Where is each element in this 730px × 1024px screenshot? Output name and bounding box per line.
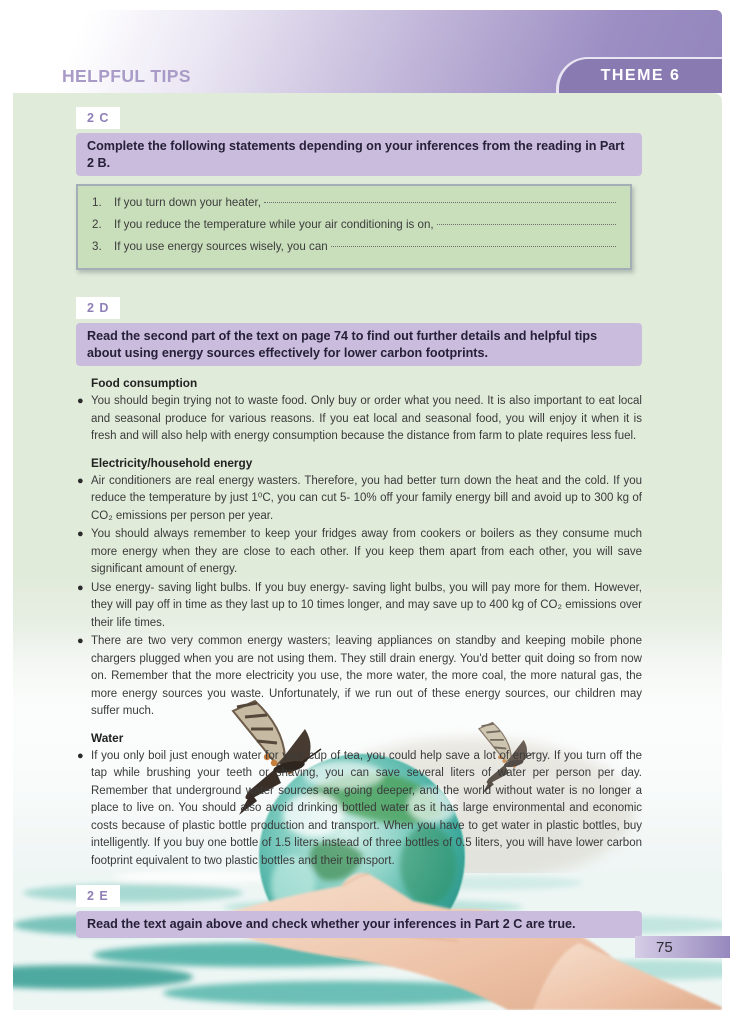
theme-badge [556,57,722,93]
statement-row [92,218,616,240]
section-2d-label: 2 D [76,297,120,319]
section-2d-instruction: Read the second part of the text on page 74 to find out further details and helpful tips about using energy sources effectively for lower carbon footprints. [76,323,642,366]
bullet-text: Air conditioners are real energy wasters. Therefore, you had better turn down the heat and the cold. If you reduce the temperature by just 1⁰C, you can cut 5- 10% off your family energy bill and avoid up to 300 kg of CO₂ emissions per person per year. [91,474,642,522]
bullet-item [76,633,642,721]
dotted-answer-line[interactable] [437,224,616,225]
bullet-text: If you only boil just enough water for your cup of tea, you could help save a lot of energy. If you turn off the tap while brushing your teeth or shaving, you can save several liters of water per person per day. Remember that underground water sources are going deeper, and the world without water is no longer a place to live on. You should also avoid drinking bottled water as it has large environmental and economic costs because of plastic bottle production and transport. When you have to get water in plastic bottles, buy intelligently. If you buy one bottle of 1.5 liters instead of three bottles of 0.5 liters, you will have lower carbon footprint equivalent to two plastic bottles and their transport. [91,749,642,867]
bullet-text: Use energy- saving light bulbs. If you buy energy- saving light bulbs, you will pay more for them. However, they will pay off in time as they last up to 10 times longer, and may save up to 400 kg of CO₂ emissions over their life times. [91,581,642,629]
statement-text: If you turn down your heater, [114,196,261,209]
statement-number: 1. [92,196,102,209]
water-heading: Water [91,730,124,745]
section-2c-label: 2 C [76,107,120,129]
bullet-item [76,748,642,871]
page-number-badge [635,936,730,958]
bullet-text: You should begin trying not to waste food. Only buy or order what you need. It is also important to eat local and seasonal produce for various reasons. If you eat local and seasonal food, you will enjoy it when it is fresh and will also help with energy consumption because the distance from farm to plate requires less fuel. [91,395,642,442]
bullet-text: There are two very common energy wasters; leaving appliances on standby and keeping mobile phone chargers plugged when you are not using them. They still drain energy. You'd better quit doing so from now on. Remember that the more electricity you use, the more water, the more coal, the more natural gas, the more energy sources you waste. Unfortunately, if we run out of these energy sources, our children may suffer much. [91,635,642,717]
bullet-item [76,526,642,579]
bullet-item [76,393,642,446]
bullet-dot-icon: ● [77,474,84,487]
electricity-bullets [76,473,642,721]
bullet-dot-icon: ● [77,528,84,540]
theme-badge-label: THEME 6 [600,67,681,84]
dotted-answer-line[interactable] [331,246,616,247]
section-2c-instruction: Complete the following statements depending on your inferences from the reading in Part 2 B. [76,133,642,176]
bullet-dot-icon: ● [77,395,84,407]
bullet-dot-icon: ● [77,581,84,594]
electricity-heading: Electricity/household energy [91,455,253,470]
bullet-dot-icon: ● [77,749,84,762]
statements-box [76,184,632,270]
section-2e-instruction: Read the text again above and check whether your inferences in Part 2 C are true. [76,911,642,938]
page-number: 75 [656,938,673,956]
page-title: HELPFUL TIPS [62,66,191,86]
statement-number: 3. [92,240,102,253]
food-bullets [76,393,642,446]
bullet-dot-icon: ● [77,635,84,647]
section-2e-label: 2 E [76,885,120,907]
statement-row [92,196,616,218]
statement-text: If you use energy sources wisely, you can [114,240,328,253]
dotted-answer-line[interactable] [264,202,616,203]
statement-row [92,240,616,262]
content-panel [13,93,722,1010]
food-heading: Food consumption [91,376,198,390]
bullet-item [76,473,642,526]
water-bullets [76,748,642,871]
bullet-item [76,580,642,633]
statement-text: If you reduce the temperature while your air conditioning is on, [114,218,434,231]
bullet-text: You should always remember to keep your fridges away from cookers or boilers as they consume much more energy when they are close to each other. If you keep them apart from each other, you will save significant amount of energy. [91,528,642,575]
statement-number: 2. [92,218,102,231]
